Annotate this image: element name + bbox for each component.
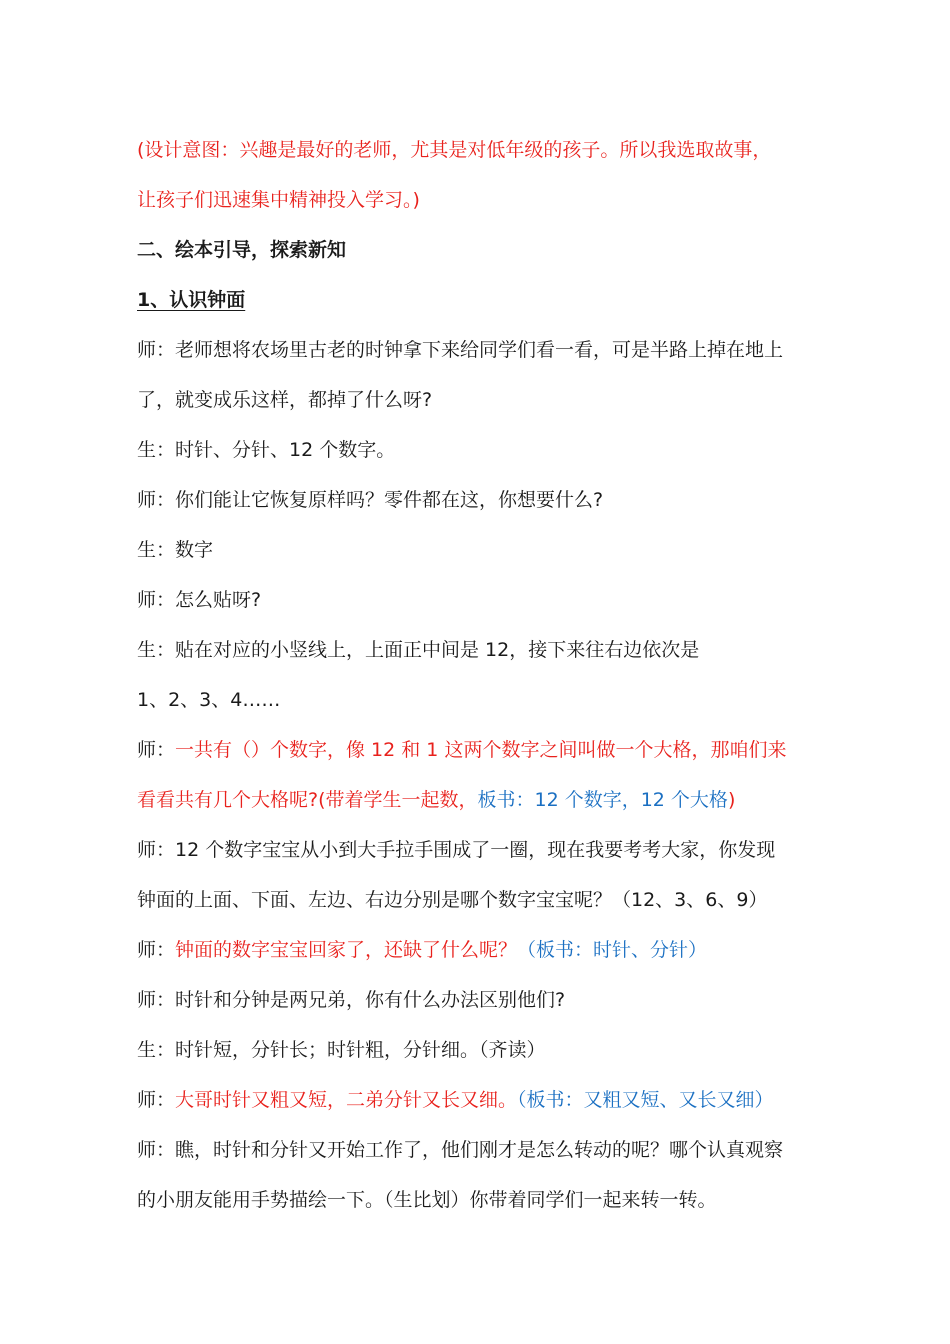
design-intent-line-2: 让孩子们迅速集中精神投入学习。) xyxy=(137,189,420,211)
dialogue-line: 了，就变成乐这样，都掉了什么呀? xyxy=(137,389,433,411)
dialogue-line-mixed xyxy=(137,1082,827,1132)
dialogue-line: 的小朋友能用手势描绘一下。（生比划）你带着同学们一起来转一转。 xyxy=(137,1189,717,1211)
teacher-emphasis-text: 大哥时针又粗又短，二弟分针又长又细。 xyxy=(175,1089,518,1111)
document-body xyxy=(137,132,827,1232)
dialogue-line-mixed xyxy=(137,932,827,982)
teacher-emphasis-text: 一共有（）个数字，像 12 和 1 这两个数字之间叫做一个大格，那咱们来 xyxy=(175,739,787,761)
dialogue-line-mixed xyxy=(137,782,827,832)
design-intent-line-1: (设计意图：兴趣是最好的老师，尤其是对低年级的孩子。所以我选取故事， xyxy=(137,139,772,161)
dialogue-line: 1、2、3、4…… xyxy=(137,689,281,711)
dialogue-line: 师：12 个数字宝宝从小到大手拉手围成了一圈，现在我要考考大家，你发现 xyxy=(137,839,776,861)
dialogue-line: 师：瞧，时针和分针又开始工作了，他们刚才是怎么转动的呢？哪个认真观察 xyxy=(137,1139,784,1161)
dialogue-line: 师：怎么贴呀? xyxy=(137,589,262,611)
blackboard-note: （板书：时针、分针） xyxy=(517,939,708,961)
dialogue-line: 生：时针、分针、12 个数字。 xyxy=(137,439,396,461)
dialogue-line: 师：老师想将农场里古老的时钟拿下来给同学们看一看，可是半路上掉在地上 xyxy=(137,339,784,361)
teacher-emphasis-text: 钟面的数字宝宝回家了，还缺了什么呢？ xyxy=(175,939,518,961)
speaker-label: 师： xyxy=(137,1089,176,1111)
blackboard-note: （板书：又粗又短、又长又细） xyxy=(517,1089,774,1111)
teacher-emphasis-text: 看看共有几个大格呢?(带着学生一起数， xyxy=(137,789,478,811)
dialogue-line: 师：你们能让它恢复原样吗？零件都在这，你想要什么? xyxy=(137,489,604,511)
teacher-emphasis-text: ) xyxy=(727,789,736,811)
speaker-label: 师： xyxy=(137,739,176,761)
dialogue-line: 师：时针和分钟是两兄弟，你有什么办法区别他们? xyxy=(137,989,566,1011)
dialogue-line: 钟面的上面、下面、左边、右边分别是哪个数字宝宝呢？（12、3、6、9） xyxy=(137,889,768,911)
dialogue-line: 生：贴在对应的小竖线上，上面正中间是 12，接下来往右边依次是 xyxy=(137,639,700,661)
section-heading: 二、绘本引导，探索新知 xyxy=(137,239,347,261)
dialogue-line: 生：时针短，分针长；时针粗，分针细。（齐读） xyxy=(137,1039,546,1061)
dialogue-line: 生：数字 xyxy=(137,539,214,561)
blackboard-note: 板书：12 个数字，12 个大格 xyxy=(477,789,728,811)
speaker-label: 师： xyxy=(137,939,176,961)
subsection-heading: 1、认识钟面 xyxy=(137,289,246,311)
dialogue-line-mixed xyxy=(137,732,827,782)
